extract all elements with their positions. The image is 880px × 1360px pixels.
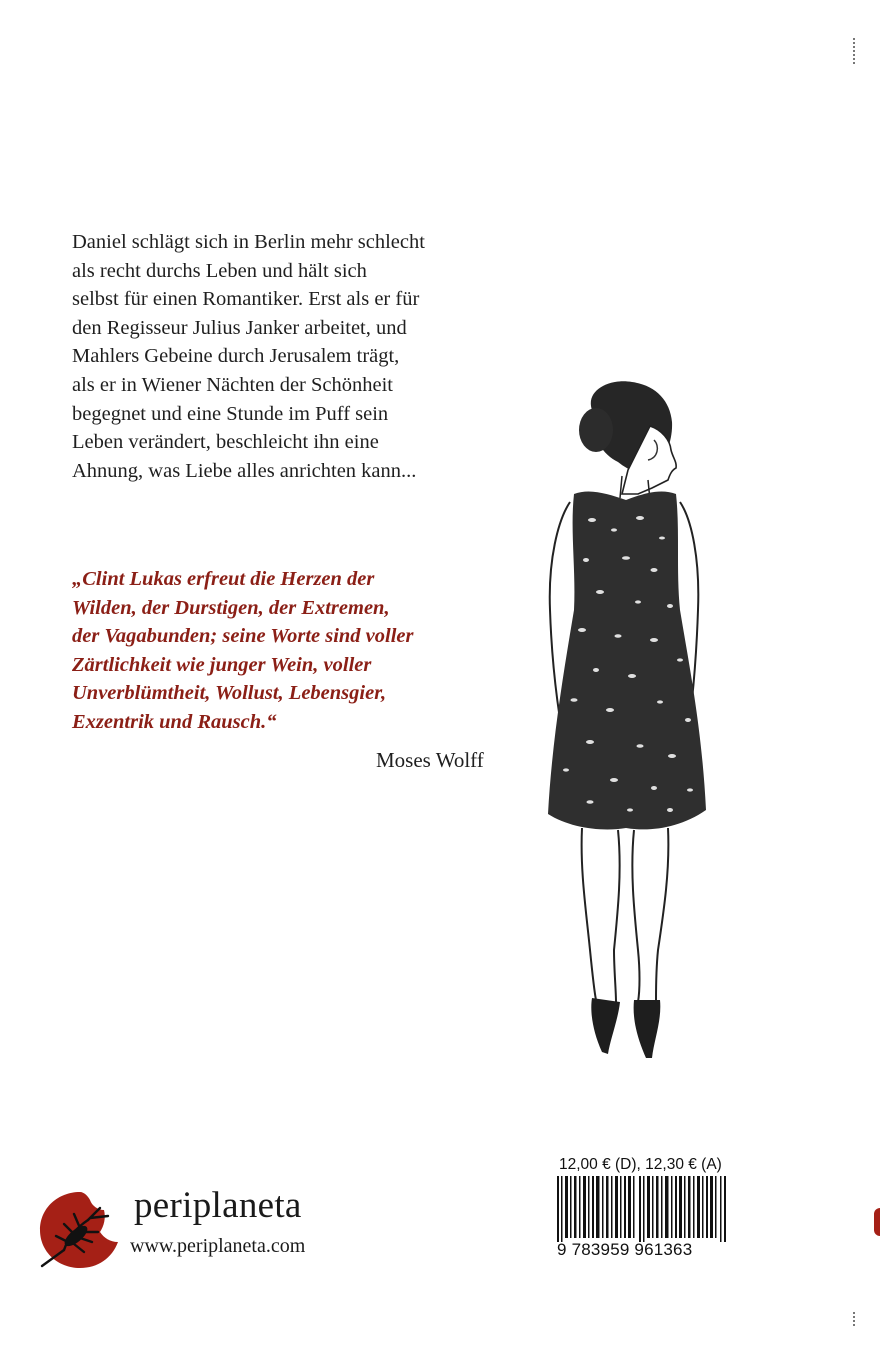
barcode xyxy=(557,1176,729,1242)
price-label: 12,00 € (D), 12,30 € (A) xyxy=(559,1156,722,1173)
blurb-line: Daniel schlägt sich in Berlin mehr schlecht xyxy=(72,231,425,253)
quote-line: Zärtlichkeit wie junger Wein, voller xyxy=(72,653,372,676)
publisher-name: periplaneta xyxy=(134,1185,302,1226)
quote-author: Moses Wolff xyxy=(376,748,484,772)
blurb-line: begegnet und eine Stunde im Puff sein xyxy=(72,402,389,425)
crop-mark-bottom xyxy=(853,1312,857,1326)
blurb-line: als recht durchs Leben und hält sich xyxy=(72,259,367,282)
review-quote xyxy=(72,565,512,737)
crop-mark-top xyxy=(853,38,857,64)
cockroach-logo-icon xyxy=(34,1186,126,1272)
blurb-line: als er in Wiener Nächten der Schönheit xyxy=(72,373,393,396)
woman-illustration xyxy=(530,370,720,1070)
isbn-number: 9 783959 961363 xyxy=(557,1240,693,1259)
quote-line: Wilden, der Durstigen, der Extremen, xyxy=(72,596,390,619)
edge-accent xyxy=(874,1208,880,1236)
quote-line: der Vagabunden; seine Worte sind voller xyxy=(72,625,414,648)
back-cover-blurb xyxy=(72,228,512,485)
quote-line: „Clint Lukas erfreut die Herzen der xyxy=(72,568,375,590)
blurb-line: selbst für einen Romantiker. Erst als er für xyxy=(72,288,420,311)
blurb-line: Leben verändert, beschleicht ihn eine xyxy=(72,431,379,454)
quote-line: Exzentrik und Rausch.“ xyxy=(72,710,277,733)
blurb-line: Ahnung, was Liebe alles anrichten kann... xyxy=(72,459,417,482)
quote-line: Unverblümtheit, Wollust, Lebensgier, xyxy=(72,682,387,705)
publisher-url[interactable]: www.periplaneta.com xyxy=(130,1235,306,1257)
blurb-line: den Regisseur Julius Janker arbeitet, und xyxy=(72,316,407,339)
blurb-line: Mahlers Gebeine durch Jerusalem trägt, xyxy=(72,345,400,368)
